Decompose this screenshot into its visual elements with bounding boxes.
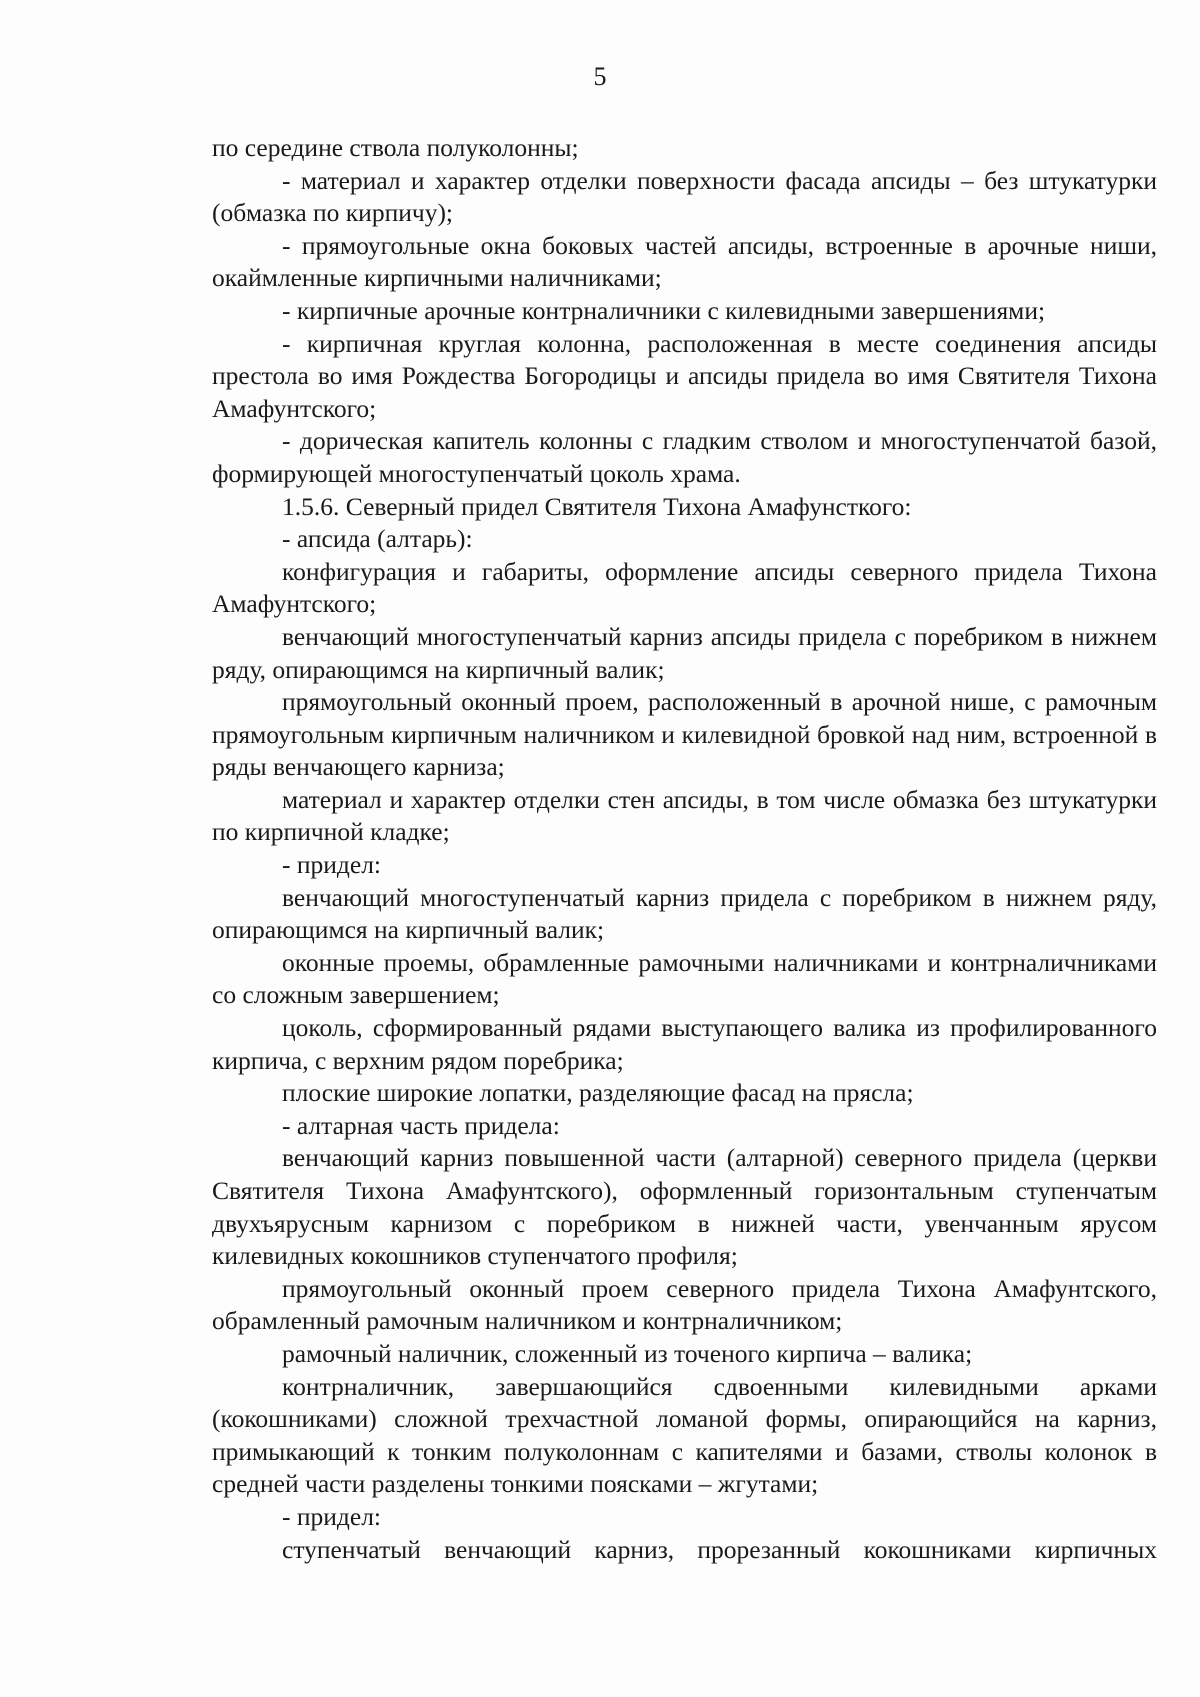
paragraph: контрналичник, завершающийся сдвоенными килевидными арками (кокошниками) сложной трехчастной ломаной формы, опирающийся на карниз, примыкающий к тонким полуколоннам с капителями и базами, стволы колонок в средней части разделены тонкими поясками – жгутами; — [212, 1371, 1157, 1499]
document-body — [212, 132, 1157, 1566]
paragraph: ступенчатый венчающий карниз, прорезанный кокошниками кирпичных — [282, 1534, 1157, 1564]
section-heading: 1.5.6. Северный придел Святителя Тихона Амафунсткого: — [282, 491, 912, 521]
paragraph: - апсида (алтарь): — [282, 524, 473, 554]
paragraph: прямоугольный оконный проем, расположенный в арочной нише, с рамочным прямоугольным кирпичным наличником и килевидной бровкой над ним, встроенной в ряды венчающего карниза; — [212, 687, 1157, 782]
paragraph: материал и характер отделки стен апсиды, в том числе обмазка без штукатурки по кирпичной кладке; — [212, 784, 1157, 847]
paragraph: - дорическая капитель колонны с гладким стволом и многоступенчатой базой, формирующей многоступенчатый цоколь храма. — [212, 426, 1157, 488]
paragraph: прямоугольный оконный проем северного придела Тихона Амафунтского, обрамленный рамочным наличником и контрналичником; — [212, 1273, 1157, 1336]
paragraph: рамочный наличник, сложенный из точеного кирпича – валика; — [282, 1338, 973, 1368]
paragraph: венчающий многоступенчатый карниз апсиды придела с поребриком в нижнем ряду, опирающимся на кирпичный валик; — [212, 621, 1157, 684]
paragraph: - алтарная часть придела: — [282, 1110, 560, 1140]
paragraph: - кирпичные арочные контрналичники с килевидными завершениями; — [282, 295, 1046, 325]
paragraph: - кирпичная круглая колонна, расположенная в месте соединения апсиды престола во имя Рождества Богородицы и апсиды придела во имя Святителя Тихона Амафунтского; — [212, 328, 1157, 423]
paragraph: - прямоугольные окна боковых частей апсиды, встроенные в арочные ниши, окаймленные кирпичными наличниками; — [212, 230, 1157, 293]
paragraph: венчающий карниз повышенной части (алтарной) северного придела (церкви Святителя Тихона Амафунтского), оформленный горизонтальным ступенчатым двухъярусным карнизом с поребриком в нижней части, увенчанным ярусом килевидных кокошников ступенчатого профиля; — [212, 1143, 1157, 1271]
paragraph: - материал и характер отделки поверхности фасада апсиды – без штукатурки (обмазка по кирпичу); — [212, 165, 1157, 228]
paragraph: оконные проемы, обрамленные рамочными наличниками и контрналичниками со сложным завершением; — [212, 947, 1157, 1010]
paragraph: цоколь, сформированный рядами выступающего валика из профилированного кирпича, с верхним рядом поребрика; — [212, 1013, 1157, 1075]
paragraph: плоские широкие лопатки, разделяющие фасад на прясла; — [282, 1078, 914, 1108]
page-number: 5 — [593, 62, 607, 91]
paragraph: по середине ствола полуколонны; — [212, 133, 579, 162]
paragraph: венчающий многоступенчатый карниз придела с поребриком в нижнем ряду, опирающимся на кирпичный валик; — [212, 882, 1157, 945]
paragraph: - придел: — [282, 1501, 382, 1531]
paragraph: конфигурация и габариты, оформление апсиды северного придела Тихона Амафунтского; — [212, 556, 1157, 619]
paragraph: - придел: — [282, 850, 382, 880]
